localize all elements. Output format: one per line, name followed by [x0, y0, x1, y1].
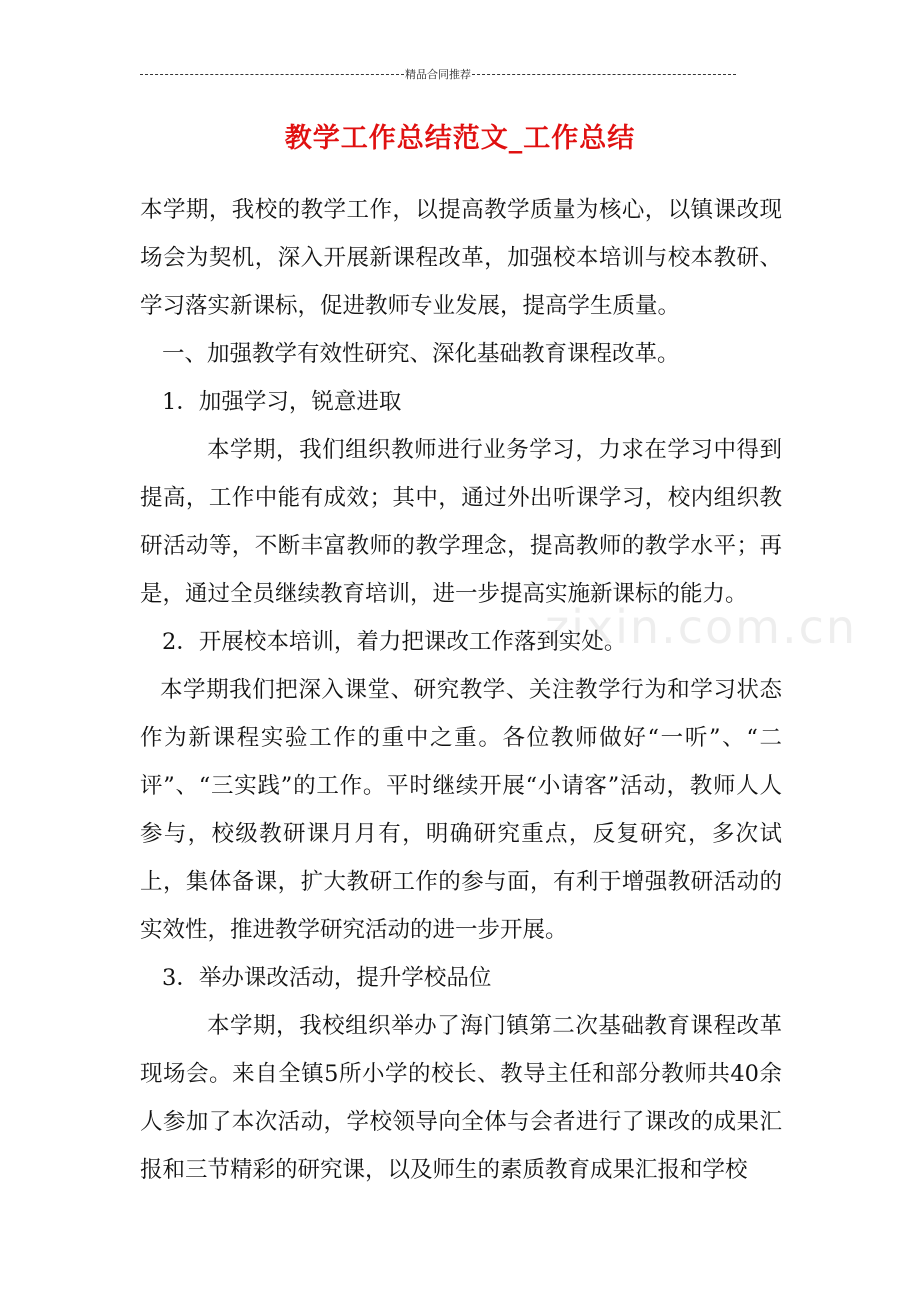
header-dashes-left — [140, 74, 404, 75]
document-body — [140, 186, 782, 1194]
subheading-1: 1．加强学习，锐意进取 — [162, 389, 402, 415]
paragraph-intro: 本学期，我校的教学工作，以提高教学质量为核心，以镇课改现场会为契机，深入开展新课程改革，加强校本培训与校本教研、学习落实新课标，促进教师专业发展，提高学生质量。 — [140, 197, 782, 319]
subheading-3: 3．举办课改活动，提升学校品位 — [162, 965, 492, 991]
watermark: zixin.com.cn — [545, 600, 858, 654]
paragraph-training: 本学期我们把深入课堂、研究教学、关注教学行为和学习状态作为新课程实验工作的重中之重。各位教师做好“一听”、“二评”、“三实践”的工作。平时继续开展“小请客”活动，教师人人参与，校级教研课月月有，明确研究重点，反复研究，多次试上，集体备课，扩大教研工作的参与面，有利于增强教研活动的实效性，推进教学研究活动的进一步开展。 — [140, 677, 782, 943]
document-title: 教学工作总结范文_工作总结 — [284, 123, 636, 154]
paragraph-study: 本学期，我们组织教师进行业务学习，力求在学习中得到提高，工作中能有成效；其中，通过外出听课学习，校内组织教研活动等，不断丰富教师的教学理念，提高教师的教学水平；再是，通过全员继续教育培训，进一步提高实施新课标的能力。 — [140, 437, 782, 607]
subheading-2: 2．开展校本培训，着力把课改工作落到实处。 — [162, 629, 627, 655]
header-dashes-right — [472, 74, 736, 75]
header-label: 精品合同推荐 — [405, 68, 471, 81]
paragraph-activity: 本学期，我校组织举办了海门镇第二次基础教育课程改革现场会。来自全镇5所小学的校长、教导主任和部分教师共40余人参加了本次活动，学校领导向全体与会者进行了课改的成果汇报和三节精彩的研究课，以及师生的素质教育成果汇报和学校 — [140, 1013, 782, 1183]
header-rule — [140, 64, 736, 84]
section-heading-1: 一、加强教学有效性研究、深化基础教育课程改革。 — [162, 341, 680, 367]
